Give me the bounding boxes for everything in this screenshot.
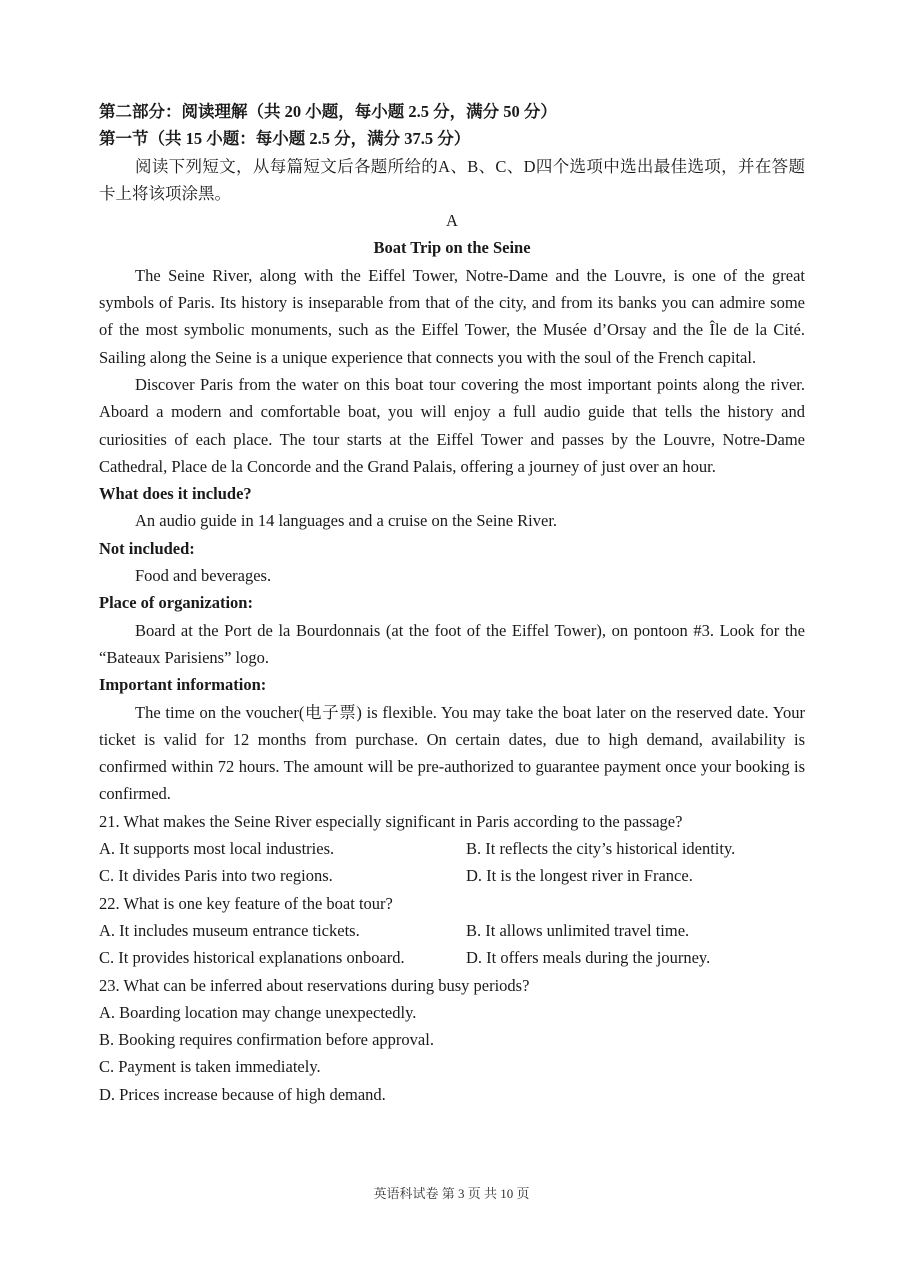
instructions: 阅读下列短文，从每篇短文后各题所给的A、B、C、D四个选项中选出最佳选项，并在答题卡上将该项涂黑。 xyxy=(99,156,805,203)
page-footer: 英语科试卷 第 3 页 共 10 页 xyxy=(373,1186,530,1201)
passage-label: A xyxy=(446,211,458,231)
question-21-options-row-2 xyxy=(99,862,805,889)
question-21-option-d: D. It is the longest river in France. xyxy=(466,866,693,886)
question-22-stem: 22. What is one key feature of the boat tour? xyxy=(99,893,393,913)
not-included-heading: Not included: xyxy=(99,538,195,558)
include-heading: What does it include? xyxy=(99,484,252,504)
passage-title: Boat Trip on the Seine xyxy=(373,238,531,258)
question-22-option-b: B. It allows unlimited travel time. xyxy=(466,920,690,940)
question-22-option-d: D. It offers meals during the journey. xyxy=(466,948,711,968)
question-23-option-a: A. Boarding location may change unexpectedly. xyxy=(99,1002,417,1022)
important-info-body: The time on the voucher(电子票) is flexible. You may take the boat later on the reserved date. Your ticket is valid for 12 months from purchase. On certain dates, due to high demand, availability is confirmed within 72 hours. The amount will be pre-authorized to guarantee payment once your booking is confirmed. xyxy=(99,702,805,804)
place-body: Board at the Port de la Bourdonnais (at the foot of the Eiffel Tower), on pontoon #3. Look for the “Bateaux Parisiens” logo. xyxy=(99,620,805,667)
important-info-heading: Important information: xyxy=(99,675,267,695)
question-21-option-c: C. It divides Paris into two regions. xyxy=(99,866,333,886)
question-22-option-c: C. It provides historical explanations onboard. xyxy=(99,948,405,968)
question-21-options-row-1 xyxy=(99,835,805,862)
question-22-options-row-1 xyxy=(99,917,805,944)
section-heading: 第一节（共 15 小题：每小题 2.5 分，满分 37.5 分） xyxy=(99,129,471,149)
question-21-option-a: A. It supports most local industries. xyxy=(99,839,335,859)
question-23-option-b: B. Booking requires confirmation before approval. xyxy=(99,1030,434,1050)
question-21-option-b: B. It reflects the city’s historical identity. xyxy=(466,839,736,859)
question-21-stem: 21. What makes the Seine River especially significant in Paris according to the passage? xyxy=(99,811,683,831)
passage-paragraph-1: The Seine River, along with the Eiffel Tower, Notre-Dame and the Louvre, is one of the great symbols of Paris. Its history is inseparable from that of the city, and from its banks you can admire some of the most symbolic monuments, such as the Eiffel Tower, the Musée d’Orsay and the Île de la Cité. Sailing along the Seine is a unique experience that connects you with the soul of the French capital. xyxy=(99,265,805,367)
question-22-options-row-2 xyxy=(99,944,805,971)
part-heading: 第二部分：阅读理解（共 20 小题，每小题 2.5 分，满分 50 分） xyxy=(99,102,557,121)
not-included-body: Food and beverages. xyxy=(135,566,272,586)
question-23-option-d: D. Prices increase because of high demand. xyxy=(99,1084,386,1104)
question-23-stem: 23. What can be inferred about reservations during busy periods? xyxy=(99,975,530,995)
include-body: An audio guide in 14 languages and a cruise on the Seine River. xyxy=(135,511,558,531)
exam-page xyxy=(99,98,805,1108)
question-22-option-a: A. It includes museum entrance tickets. xyxy=(99,920,360,940)
question-23-option-c: C. Payment is taken immediately. xyxy=(99,1057,321,1077)
place-heading: Place of organization: xyxy=(99,593,253,613)
passage-paragraph-2: Discover Paris from the water on this boat tour covering the most important points along the river. Aboard a modern and comfortable boat, you will enjoy a full audio guide that tells the history and curiosities of each place. The tour starts at the Eiffel Tower and passes by the Louvre, Notre-Dame Cathedral, Place de la Concorde and the Grand Palais, offering a journey of just over an hour. xyxy=(99,374,805,476)
